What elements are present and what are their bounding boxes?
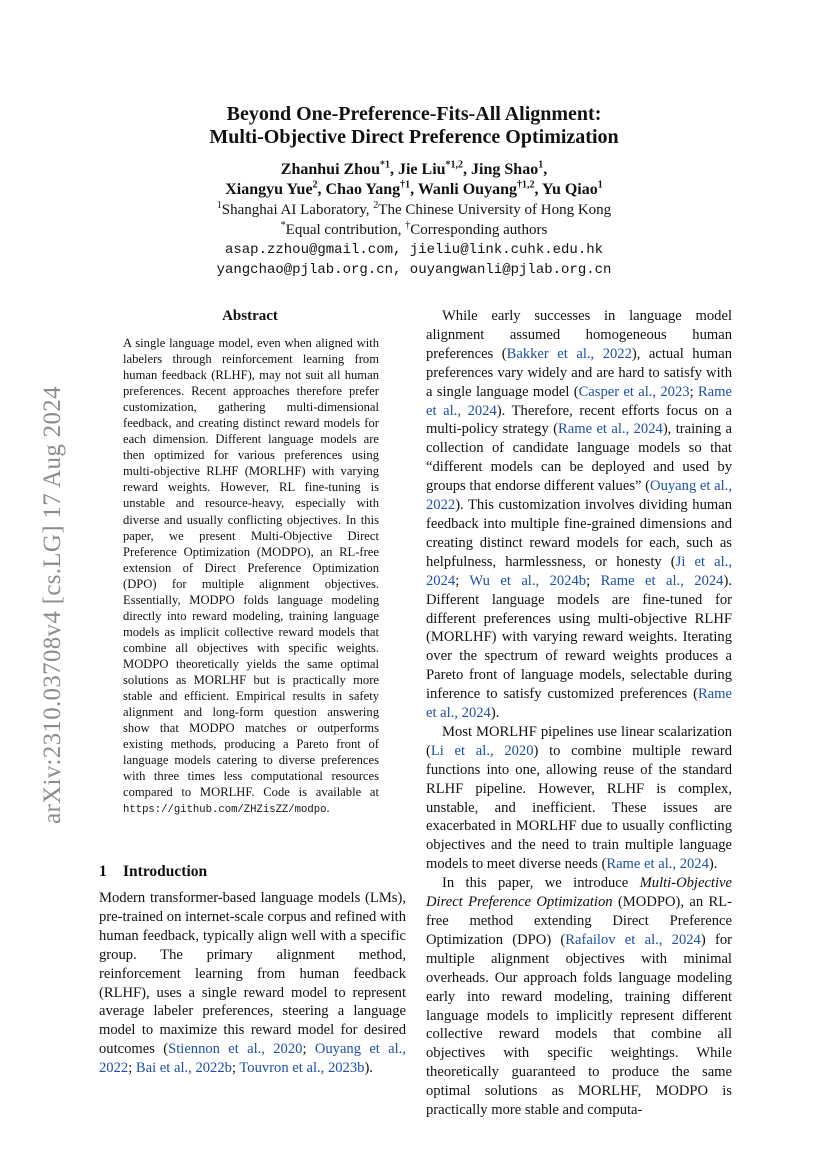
intro-right-column [426, 307, 732, 1120]
section-number: 1 [99, 863, 107, 880]
paper-title-line-2: Multi-Objective Direct Preference Optimization [209, 126, 619, 148]
author-affil-mark: 1 [597, 179, 603, 191]
citation-link[interactable]: Casper et al., 2023 [578, 383, 690, 400]
paper-title-line-1: Beyond One-Preference-Fits-All Alignment: [226, 103, 602, 125]
author-name: Xiangyu Yue [225, 181, 313, 198]
citation-link[interactable]: Li et al., 2020 [430, 742, 534, 759]
author-affil-mark: *1,2 [445, 159, 464, 171]
citation-link[interactable]: Rame et al., 2024 [600, 572, 724, 589]
citation-link[interactable]: Bakker et al., 2022 [506, 345, 632, 362]
abstract-body: A single language model, even when aligned with labelers through reinforcement learning from human feedback (RLHF), may not suit all human preferences. Recent approaches therefore prefer customization, gathering multi-dimensional feedback, and creating distinct reward models for each dimension. Different language models are then optimized for various preferences using multi-objective RLHF (MORLHF) with varying reward weights. However, RL fine-tuning is unstable and resource-heavy, especially with diverse and usually conflicting objectives. In this paper, we present Multi-Objective Direct Preference Optimization (MODPO), an RL-free extension of Direct Preference Optimization (DPO) for multiple alignment objectives. Essentially, MODPO folds language modeling directly into reward modeling, training language models as implicit collective reward models that combine all objectives with specific weights. MODPO theoretically yields the same optimal solutions as MORLHF but is practically more stable and efficient. Empirical results in safety alignment and long-form question answering show that MODPO matches or outperforms existing methods, producing a Pareto front of language models catering to diverse preferences with three times less computational resources compared to MORLHF. Code is available at https://github.com/ZHZisZZ/modpo. [123, 336, 379, 817]
citation-link[interactable]: Stiennon et al., 2020 [168, 1041, 303, 1058]
paragraph: In this paper, we introduce Multi-Objective Direct Preference Optimization (MODPO), an RL-free method extending Direct Preference Optimization (DPO) (Rafailov et al., 2024) for multiple alignment objectives with minimal overheads. Our approach folds language modeling early into reward modeling, training different language models to implicitly represent different collective reward models that combine all objectives with specific weightings. While theoretically guaranteed to produce the same optimal solutions as MORLHF, MODPO is practically more stable and computa- [426, 875, 732, 1119]
citation-link[interactable]: Rame et al., 2024 [606, 856, 709, 873]
author-line-2: Xiangyu Yue$^2$, Chao Yang$^{\dagger 1}$, Wanli Ouyang$^{\dagger 1,2}$, Yu Qiao$^1$ [225, 179, 603, 198]
paragraph: While early successes in language model alignment assumed homogeneous human preferences (Bakker et al., 2022), actual human preferences vary widely and are hard to satisfy with a single language model (Casper et al., 2023; Rame et al., 2024). Therefore, recent efforts focus on a multi-policy strategy (Rame et al., 2024), training a collection of candidate language models so that “different models can be deployed and used by groups that endorse different values” (Ouyang et al., 2022). This customization involves dividing human feedback into multiple fine-grained dimensions and creating distinct reward models for each, such as helpfulness, harmlessness, or honesty (Ji et al., 2024; Wu et al., 2024b; Rame et al., 2024). Different language models are fine-tuned for different preferences using multi-objective RLHF (MORLHF) with varying reward weights. Iterating over the spectrum of reward weights produces a Pareto front of language models, selectable during inference to satisfy customized preferences (Rame et al., 2024). [426, 308, 732, 722]
author-affil-mark: †1,2 [516, 179, 535, 191]
citation-link[interactable]: Ouyang et al., 2022 [99, 1041, 406, 1077]
intro-left-column [99, 889, 406, 1078]
paper-page: Beyond One-Preference-Fits-All Alignment: Multi-Objective Direct Preference Optimization Zhanhui Zhou$^{*1}$, Jie Liu$^{*1,2}$, Jing Shao$^1$, Xiangyu Yue$^2$, Chao Yang$^{\dagger 1}$, Wanli Ouyang$^{\dagger 1,2}$, Yu Qiao$^1$ $^1$Shanghai AI Laboratory, $^2$The Chinese University of Hong Kong *Equal contribution, †Corresponding authors asap.zzhou@gmail.com, jieliu@link.cuhk.edu.hk yangchao@pjlab.org.cn, ouyangwanli@pjlab.org.cn arXiv:2310.03708v4 [cs.LG] 17 Aug 2024 Abstract A single language model, even when aligned with labelers through reinforcement learning from human feedback (RLHF), may not suit all human preferences. Recent approaches therefore prefer customization, gathering multi-dimensional feedback, and creating distinct reward models for each dimension. Different language models are then optimized for various preferences using multi-objective RLHF (MORLHF) with varying reward weights. However, RL fine-tuning is unstable and resource-heavy, especially with diverse and usually conflicting objectives. In this paper, we present Multi-Objective Direct Preference Optimization (MODPO), an RL-free extension of Direct Preference Optimization (DPO) for multiple alignment objectives. Essentially, MODPO folds language modeling directly into reward modeling, training language models as implicit collective reward models that combine all objectives with specific weights. MODPO theoretically yields the same optimal solutions as MORLHF but is practically more stable and efficient. Empirical results in safety alignment and long-form question answering show that MODPO matches or outperforms existing methods, producing a Pareto front of language models catering to diverse preferences with three times less computational resources compared to MORLHF. Code is available at https://github.com/ZHZisZZ/modpo. 1 Introduction Modern transformer-based language models (LMs), pre-trained on internet-scale corpus and refined with human feedback, typically align well with a specific group. The primary alignment method, reinforcement learning from human feedback (RLHF), uses a single reward model to represent average labeler preferences, steering a language model to maximize this reward model for desired outcomes (Stiennon et al., 2020; Ouyang et al., 2022; Bai et al., 2022b; Touvron et al., 2023b). While early successes in language model alignment assumed homogeneous human preferences (Bakker et al., 2022), actual human preferences vary widely and are hard to satisfy with a single language model (Casper et al., 2023; Rame et al., 2024). Therefore, recent efforts focus on a multi-policy strategy (Rame et al., 2024), training a collection of candidate language models so that “different models can be deployed and used by groups that endorse different values” (Ouyang et al., 2022). This customization involves dividing human feedback into multiple fine-grained dimensions and creating distinct reward models for each, such as helpfulness, harmlessness, or honesty (Ji et al., 2024; Wu et al., 2024b; Rame et al., 2024). Different language models are fine-tuned for different preferences using multi-objective RLHF (MORLHF) with varying reward weights. Iterating over the spectrum of reward weights produces a Pareto front of language models, selectable during inference to satisfy customized preferences (Rame et al., 2024). Most MORLHF pipelines use linear scalarization (Li et al., 2020) to combine multiple reward functions into one, allowing reuse of the standard RLHF pipeline. However, RLHF is complex, unstable, and inefficient. These issues are exacerbated in MORLHF due to usually conflicting objectives and the need to train multiple language models to meet diverse needs (Rame et al., 2024). In this paper, we introduce Multi-Objective Direct Preference Optimization (MODPO), an RL-free method extending Direct Preference Optimization (DPO) (Rafailov et al., 2024) for multiple alignment objectives with minimal overheads. Our approach folds language modeling early into reward modeling, training different language models to implicitly represent different collective reward models that combine all objectives with specific weightings. While theoretically guaranteed to produce the same optimal solutions as MORLHF, MODPO is practically more stable and computa- [0, 0, 828, 1171]
author-affil-mark: †1 [400, 179, 411, 191]
author-name: Jie Liu [397, 161, 446, 178]
author-affil-mark: 2 [312, 179, 318, 191]
affiliations: $^1$Shanghai AI Laboratory, $^2$The Chinese University of Hong Kong [216, 200, 612, 218]
author-name: Jing Shao [471, 161, 539, 178]
author-name: Wanli Ouyang [417, 181, 517, 198]
author-affil-mark: *1 [379, 159, 390, 171]
citation-link[interactable]: Ji et al., 2024 [426, 553, 732, 589]
author-emails-2: yangchao@pjlab.org.cn, ouyangwanli@pjlab.org.cn [216, 262, 612, 278]
citation-link[interactable]: Rame et al., 2024 [558, 421, 663, 438]
contribution-note: *Equal contribution, †Corresponding authors [280, 220, 548, 238]
method-name-emphasis: Multi-Objective Direct Preference Optimization [426, 875, 732, 911]
citation-link[interactable]: Rame et al., 2024 [426, 383, 732, 419]
section-title: Introduction [123, 863, 208, 880]
author-affil-mark: 1 [538, 159, 544, 171]
author-name: Zhanhui Zhou [280, 161, 380, 178]
citation-link[interactable]: Bai et al., 2022b [135, 1060, 232, 1077]
abstract-heading: Abstract [222, 308, 278, 324]
code-link[interactable]: https://github.com/ZHZisZZ/modpo [123, 804, 327, 817]
citation-link[interactable]: Rafailov et al., 2024 [565, 931, 701, 948]
author-name: Yu Qiao [541, 181, 598, 198]
citation-link[interactable]: Rame et al., 2024 [426, 686, 732, 722]
citation-link[interactable]: Touvron et al., 2023b [239, 1060, 365, 1077]
author-name: Chao Yang [325, 181, 401, 198]
section-heading-introduction [99, 862, 207, 882]
citation-link[interactable]: Ouyang et al., 2022 [426, 478, 732, 514]
author-line-1: Zhanhui Zhou$^{*1}$, Jie Liu$^{*1,2}$, Jing Shao$^1$, [280, 159, 548, 178]
paragraph: Modern transformer-based language models (LMs), pre-trained on internet-scale corpus and refined with human feedback, typically align well with a specific group. The primary alignment method, reinforcement learning from human feedback (RLHF), uses a single reward model to represent average labeler preferences, steering a language model to maximize this reward model for desired outcomes (Stiennon et al., 2020; Ouyang et al., 2022; Bai et al., 2022b; Touvron et al., 2023b). [99, 890, 406, 1077]
citation-link[interactable]: Wu et al., 2024b [469, 572, 587, 589]
paragraph: Most MORLHF pipelines use linear scalarization (Li et al., 2020) to combine multiple reward functions into one, allowing reuse of the standard RLHF pipeline. However, RLHF is complex, unstable, and inefficient. These issues are exacerbated in MORLHF due to usually conflicting objectives and the need to train multiple language models to meet diverse needs (Rame et al., 2024). [426, 723, 732, 873]
author-emails-1: asap.zzhou@gmail.com, jieliu@link.cuhk.edu.hk [224, 242, 604, 258]
